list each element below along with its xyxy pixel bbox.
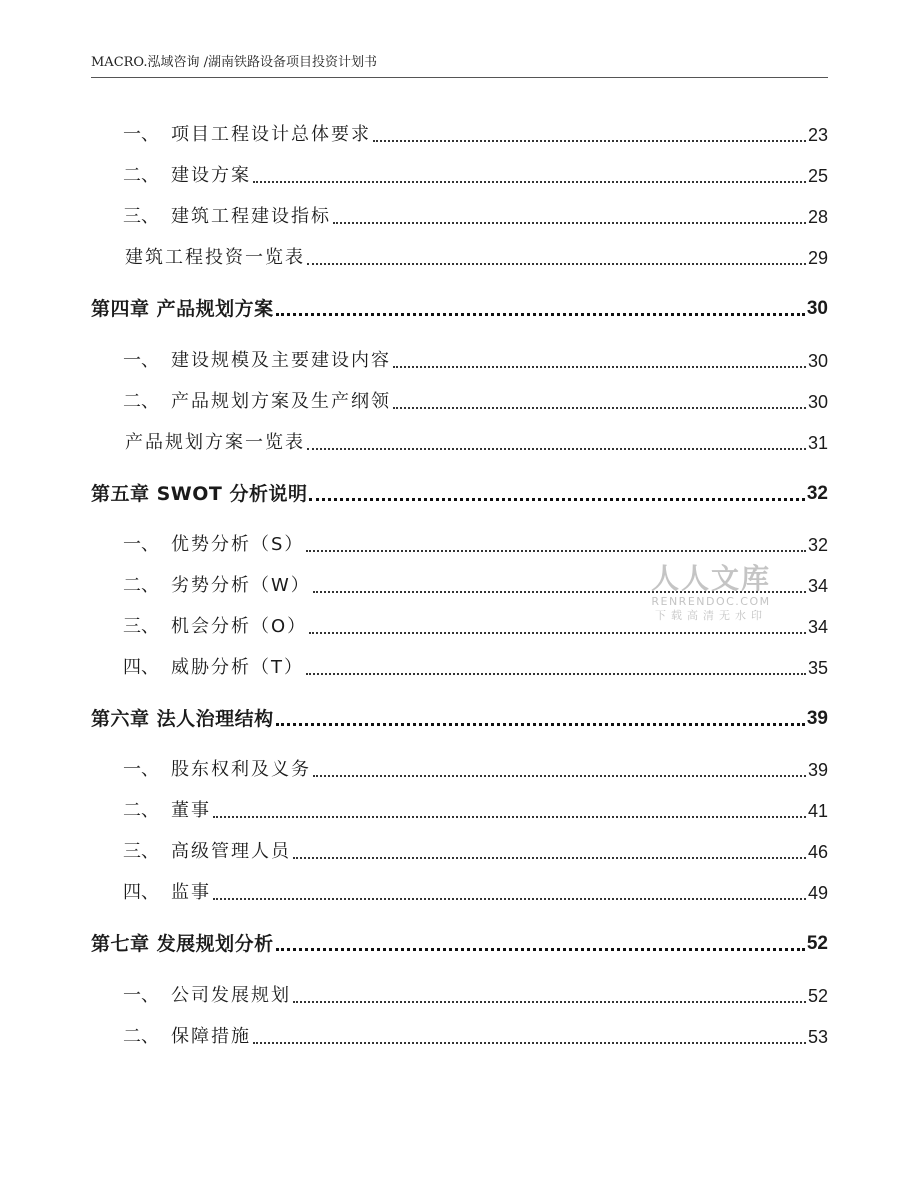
toc-chapter-entry[interactable]	[91, 931, 828, 957]
toc-entry-label: 第七章 发展规划分析	[91, 933, 274, 955]
toc-entry-number: 二、	[123, 575, 159, 596]
toc-dot-leader	[307, 262, 806, 265]
toc-entry-number: 二、	[123, 165, 159, 186]
watermark-slogan: 下载高清无水印	[655, 609, 767, 622]
toc-section-entry[interactable]	[91, 655, 828, 681]
toc-entry-number: 二、	[123, 1026, 159, 1047]
toc-dot-leader	[293, 1000, 806, 1003]
toc-page-number: 32	[806, 483, 828, 504]
toc-section-entry[interactable]	[91, 880, 828, 906]
watermark-url: RENRENDOC.COM	[651, 595, 771, 608]
toc-page-number: 30	[807, 351, 828, 371]
toc-entry-label: 项目工程设计总体要求	[171, 124, 371, 145]
toc-page-number: 23	[807, 125, 828, 145]
toc-entry-number: 四、	[123, 882, 159, 903]
toc-page-number: 30	[807, 392, 828, 412]
toc-entry-label: 公司发展规划	[171, 985, 291, 1006]
toc-entry-label: 产品规划方案一览表	[125, 432, 305, 453]
toc-page-number: 46	[807, 842, 828, 862]
toc-dot-leader	[313, 774, 806, 777]
toc-entry-label: 劣势分析（W）	[171, 575, 311, 596]
toc-dot-leader	[306, 549, 806, 552]
toc-dot-leader	[333, 221, 806, 224]
toc-dot-leader	[276, 312, 805, 316]
toc-section-entry[interactable]	[91, 614, 828, 640]
toc-dot-leader	[309, 631, 806, 634]
watermark-title: 人人文库	[650, 562, 771, 595]
toc-dot-leader	[306, 672, 806, 675]
toc-section-entry[interactable]	[91, 389, 828, 415]
toc-entry-label: 建设规模及主要建设内容	[171, 350, 391, 371]
toc-entry-label: 威胁分析（T）	[171, 657, 304, 678]
toc-page-number: 31	[807, 433, 828, 453]
toc-page-number: 32	[807, 535, 828, 555]
toc-dot-leader	[393, 365, 806, 368]
toc-page-number: 30	[806, 298, 828, 319]
toc-chapter-entry[interactable]	[91, 296, 828, 322]
toc-section-entry[interactable]	[91, 163, 828, 189]
toc-entry-label: 高级管理人员	[171, 841, 291, 862]
toc-entry-label: 股东权利及义务	[171, 759, 311, 780]
toc-section-entry[interactable]	[91, 839, 828, 865]
header-text: MACRO.泓域咨询 /湖南铁路设备项目投资计划书	[91, 55, 377, 70]
toc-entry-label: 第六章 法人治理结构	[91, 708, 274, 730]
toc-section-entry[interactable]	[91, 348, 828, 374]
toc-entry-label: 监事	[171, 882, 211, 903]
toc-page-number: 34	[807, 617, 828, 637]
toc-page-number: 29	[807, 248, 828, 268]
toc-entry-label: 产品规划方案及生产纲领	[171, 391, 391, 412]
toc-dot-leader	[307, 447, 806, 450]
toc-page-number: 39	[807, 760, 828, 780]
toc-entry-label: 建筑工程建设指标	[171, 206, 331, 227]
toc-entry-label: 董事	[171, 800, 211, 821]
toc-entry-label: 第五章 SWOT 分析说明	[91, 483, 308, 505]
toc-dot-leader	[309, 497, 804, 501]
toc-section-entry[interactable]	[91, 122, 828, 148]
toc-section-entry[interactable]	[91, 532, 828, 558]
toc-entry-number: 一、	[123, 759, 159, 780]
toc-entry-number: 一、	[123, 534, 159, 555]
toc-section-entry[interactable]	[91, 798, 828, 824]
toc-section-entry[interactable]	[91, 204, 828, 230]
toc-page-number: 53	[807, 1027, 828, 1047]
toc-entry-label: 机会分析（O）	[171, 616, 308, 637]
toc-dot-leader	[293, 856, 806, 859]
toc-page-number: 28	[807, 207, 828, 227]
toc-entry-label: 建筑工程投资一览表	[125, 247, 305, 268]
toc-entry-label: 优势分析（S）	[171, 534, 305, 555]
toc-dot-leader	[213, 815, 806, 818]
toc-page-number: 25	[807, 166, 828, 186]
toc-entry-number: 三、	[123, 206, 159, 227]
toc-page-number: 52	[806, 933, 828, 954]
toc-dot-leader	[253, 180, 806, 183]
toc-dot-leader	[276, 722, 805, 726]
toc-page-number: 52	[807, 986, 828, 1006]
toc-page-number: 35	[807, 658, 828, 678]
toc-dot-leader	[213, 897, 806, 900]
toc-dot-leader	[313, 590, 806, 593]
toc-page-number: 34	[807, 576, 828, 596]
toc-table-entry[interactable]	[91, 430, 828, 456]
toc-section-entry[interactable]	[91, 1024, 828, 1050]
toc-page-number: 39	[806, 708, 828, 729]
toc-entry-number: 四、	[123, 657, 159, 678]
toc-table-entry[interactable]	[91, 245, 828, 271]
toc-chapter-entry[interactable]	[91, 706, 828, 732]
toc-entry-number: 一、	[123, 350, 159, 371]
toc-chapter-entry[interactable]	[91, 481, 828, 507]
toc-page-number: 49	[807, 883, 828, 903]
toc-section-entry[interactable]	[91, 983, 828, 1009]
toc-entry-number: 一、	[123, 985, 159, 1006]
toc-dot-leader	[393, 406, 806, 409]
toc-page-number: 41	[807, 801, 828, 821]
toc-entry-number: 三、	[123, 616, 159, 637]
toc-entry-number: 二、	[123, 800, 159, 821]
toc-dot-leader	[373, 139, 806, 142]
toc-entry-number: 二、	[123, 391, 159, 412]
toc-entry-number: 三、	[123, 841, 159, 862]
toc-entry-number: 一、	[123, 124, 159, 145]
toc-entry-label: 保障措施	[171, 1026, 251, 1047]
toc-section-entry[interactable]	[91, 573, 828, 599]
toc-entry-label: 第四章 产品规划方案	[91, 298, 274, 320]
toc-entry-label: 建设方案	[171, 165, 251, 186]
toc-dot-leader	[276, 947, 805, 951]
toc-section-entry[interactable]	[91, 757, 828, 783]
toc-dot-leader	[253, 1041, 806, 1044]
